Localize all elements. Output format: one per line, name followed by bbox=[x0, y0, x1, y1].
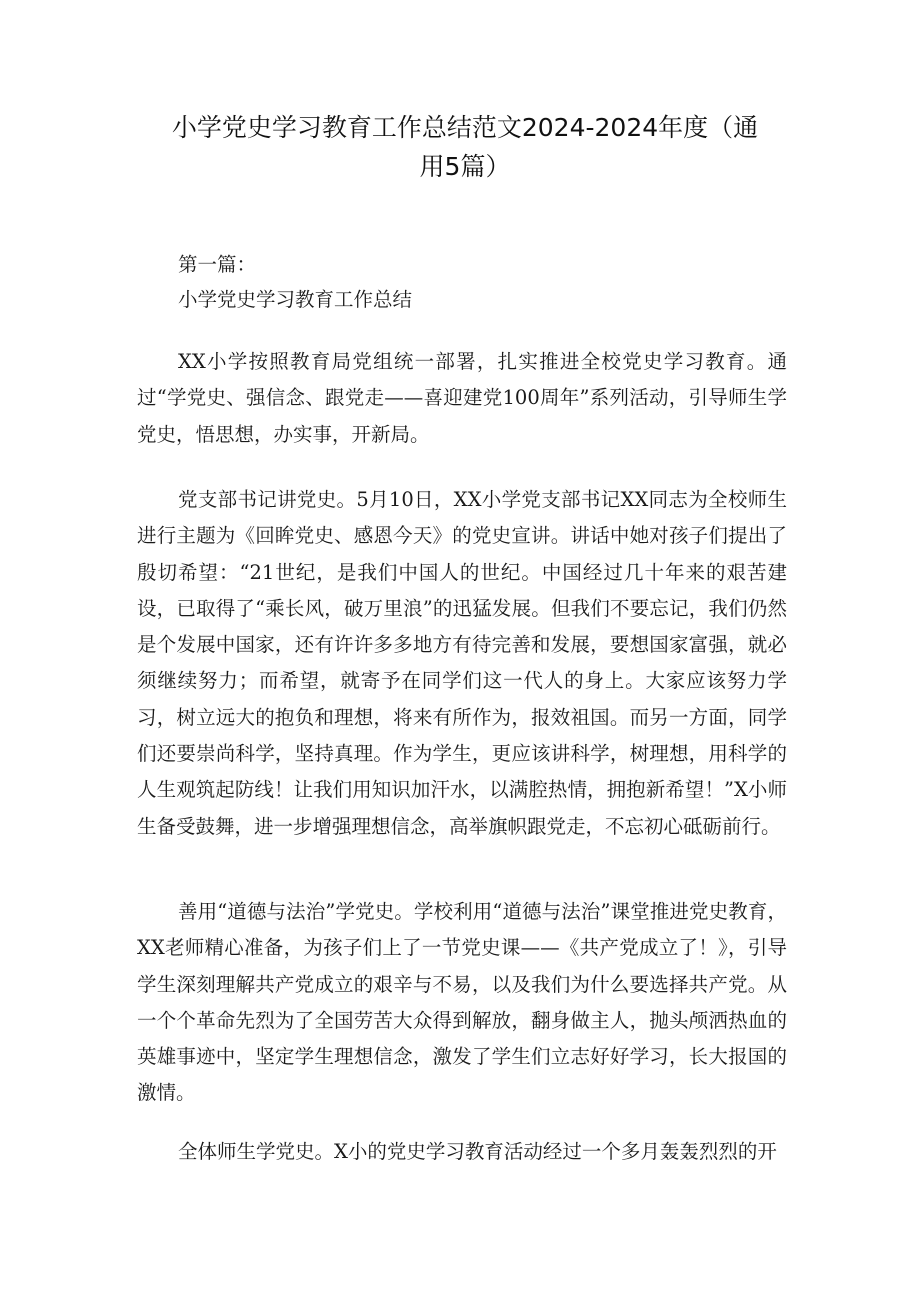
paragraph-intro: XX小学按照教育局党组统一部署，扎实推进全校党史学习教育。通过“学党史、强信念、跟党走——喜迎建党100周年”系列活动，引导师生学党史，悟思想，办实事，开新局。 bbox=[137, 350, 787, 446]
paragraph-secretary-lecture: 党支部书记讲党史。5月10日，XX小学党支部书记XX同志为全校师生进行主题为《回眸党史、感恩今天》的党史宣讲。讲话中她对孩子们提出了殷切希望：“21世纪，是我们中国人的世纪。中国经过几十年来的艰苦建设，已取得了“乘长风，破万里浪”的迅猛发展。但我们不要忘记，我们仍然是个发展中国家，还有许许多多地方有待完善和发展，要想国家富强，就必须继续努力；而希望，就寄予在同学们这一代人的身上。大家应该努力学习，树立远大的抱负和理想，将来有所作为，报效祖国。而另一方面，同学们还要崇尚科学，坚持真理。作为学生，更应该讲科学，树理想，用科学的人生观筑起防线！让我们用知识加汗水，以满腔热情，拥抱新希望！”X小师生备受鼓舞，进一步增强理想信念，高举旗帜跟党走，不忘初心砥砺前行。 bbox=[137, 488, 787, 838]
section-title: 小学党史学习教育工作总结 bbox=[178, 288, 413, 311]
document-title: 小学党史学习教育工作总结范文2024-2024年度（通用5篇） bbox=[171, 113, 759, 181]
section-label: 第一篇： bbox=[178, 253, 257, 276]
paragraph-morality-law-class: 善用“道德与法治”学党史。学校利用“道德与法治”课堂推进党史教育，XX老师精心准备，为孩子们上了一节党史课——《共产党成立了！》，引导学生深刻理解共产党成立的艰辛与不易，以及我们为什么要选择共产党。从一个个革命先烈为了全国劳苦大众得到解放，翻身做主人，抛头颅洒热血的英雄事迹中，坚定学生理想信念，激发了学生们立志好好学习，长大报国的激情。 bbox=[137, 900, 787, 1105]
paragraph-all-study: 全体师生学党史。X小的党史学习教育活动经过一个多月轰轰烈烈的开 bbox=[178, 1140, 777, 1163]
